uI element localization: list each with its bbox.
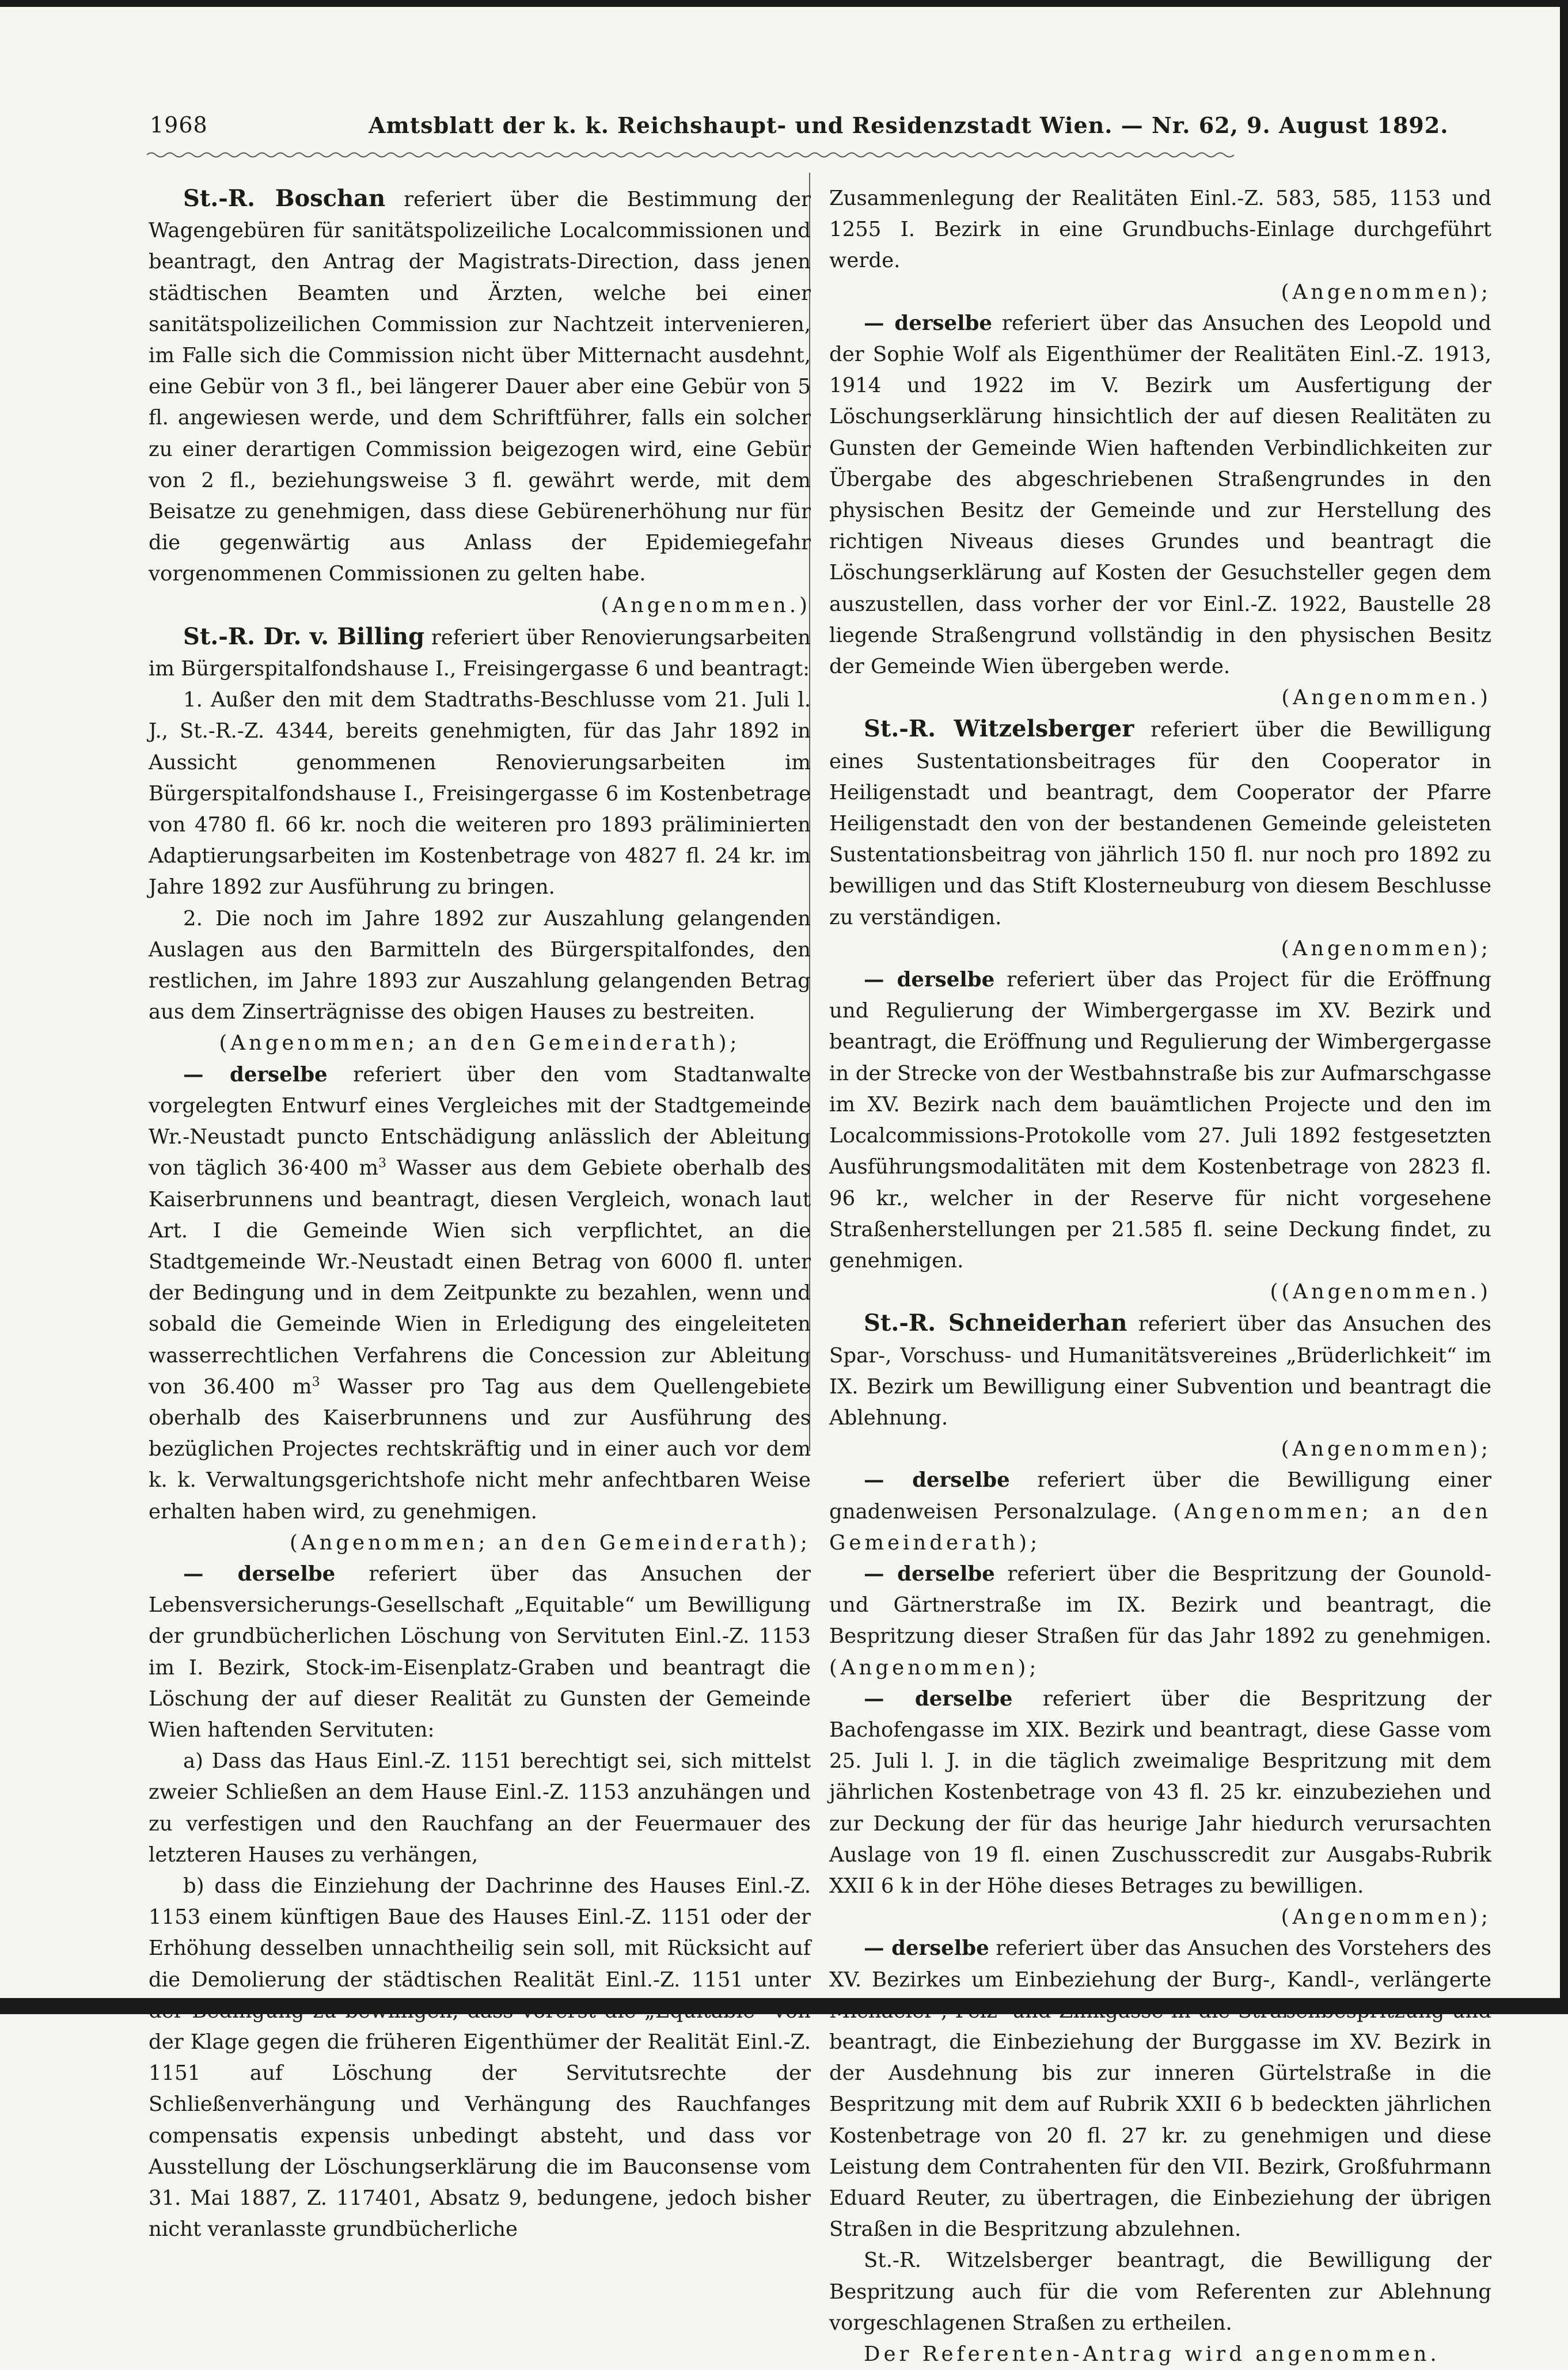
list-item: a) Dass das Haus Einl.-Z. 1151 berechtigt sei, sich mittelst zweier Schließen an dem Hause Einl.-Z. 1153 anzuhängen und zu verfestigen und den Rauchfang an der Feuermauer des letzteren Hauses zu verhängen, [149,1749,811,1867]
paragraph-wimbergergasse [829,964,1491,1277]
paragraph-text: referiert über die Bespritzung der Bachofengasse im XIX. Bezirk und beantragt, diese Gasse vom 25. Juli l. J. in die täglich zweimalige Bespritzung mit dem jährlichen Kostenbetrage von 43 fl. 25 kr. einzubeziehen und zur Deckung der für das heurige Jahr hiedurch verursachten Auslage von 19 fl. einen Zuschusscredit zur Ausgabs-Rubrik XXII 6 k in der Höhe dieses Betrages zu bewilligen. [829,1687,1491,1898]
paragraph-billing [149,621,811,685]
paragraph-gounoldstrasse [829,1559,1491,1684]
resolution-result: (Angenommen); [1281,1905,1491,1930]
superscript: 3 [378,1156,387,1171]
paragraph-text: referiert über die Bestimmung der Wagengebüren für sanitätspolizeiliche Localcommissionen und beantragt, den Antrag der Magistrats-Direction, dass jenen städtischen Beamten und Ärzten, welche bei einer sanitätspolizeilichen Commission zur Nachtzeit intervenieren, im Falle sich die Commission nicht über Mitternacht ausdehnt, eine Gebür von 3 fl., bei längerer Dauer aber eine Gebür von 5 fl. angewiesen werde, und dem Schriftführer, falls ein solcher zu einer derartigen Commission beigezogen wird, eine Gebür von 2 fl., beziehungsweise 3 fl. gewährt werde, mit dem Beisatze zu genehmigen, dass diese Gebürenerhöhung nur für die gegenwärtig aus Anlass der Epidemiegefahr vorgenommenen Commissionen zu gelten habe. [149,188,811,586]
list-item: b) dass die Einziehung der Dachrinne des Hauses Einl.-Z. 1153 einem künftigen Baue des Hauses Einl.-Z. 1151 oder der Erhöhung desselben unnachtheilig sein soll, mit Rücksicht auf die Demolierung der städtischen Realität Einl.-Z. 1151 unter der Bedingung zu bewilligen, dass vorerst die „Equitable“ von der Klage gegen die früheren Eigenthümer der Realität Einl.-Z. 1151 auf Löschung der Servitutsrechte der Schließenverhängung und Verhängung des Rauchfanges compensatis expensis unbedingt absteht, und dass vor Ausstellung der Löschungserklärung die im Bauconsense vom 31. Mai 1887, Z. 117401, Absatz 9, bedungene, jedoch bisher nicht veranlasste grundbücherliche [149,1874,811,2242]
list-item: 1. Außer den mit dem Stadtraths-Beschlusse vom 21. Juli l. J., St.-R.-Z. 4344, bereits genehmigten, für das Jahr 1892 in Aussicht genommenen Renovierungsarbeiten im Bürgerspitalfondshause I., Freisingergasse 6 im Kostenbetrage von 4780 fl. 66 kr. noch die weiteren pro 1893 präliminierten Adaptierungsarbeiten im Kostenbetrage von 4827 fl. 24 kr. im Jahre 1892 zur Ausführung zu bringen. [149,688,811,899]
paragraph-text: Wasser pro Tag aus dem Quellengebiete oberhalb des Kaiserbrunnens und zur Ausführung des bezüglichen Projectes rechtskräftig und in einer auch vor dem k. k. Verwaltungsgerichtshofe nicht mehr anfechtbaren Weise erhalten haben wird, zu genehmigen. [149,1374,811,1524]
resolution-result: (Angenommen; an den Gemeinderath); [289,1530,811,1555]
resolution-result: (Angenommen.) [601,593,811,617]
resolution-result: (Angenommen); [1281,280,1491,304]
resolution-result: (Angenommen.) [1281,686,1491,710]
resolution-result: (Angenommen; an den Gemeinderath); [829,1499,1491,1555]
left-column [149,183,811,2245]
paragraph-personalzulage [829,1465,1491,1559]
wavy-rule [147,151,1241,159]
paragraph-text: referiert über die Bewilligung eines Sustentationsbeitrages für den Cooperator in Heiligenstadt und beantragt, dem Cooperator der Pfarre Heiligenstadt den von der bestandenen Gemeinde geleisteten Sustentationsbeitrag von jährlich 150 fl. nur noch pro 1892 zu bewilligen und das Stift Klosterneuburg von diesem Beschlusse zu verständigen. [829,718,1491,929]
same-speaker-marker: — derselbe [864,311,992,335]
same-speaker-marker: — derselbe [864,1468,1010,1492]
page-header [150,112,1520,147]
paragraph-text: referiert über das Ansuchen des Leopold und der Sophie Wolf als Eigenthümer der Realitäten Einl.-Z. 1913, 1914 und 1922 im V. Bezirk um Ausfertigung der Löschungserklärung hinsichtlich der auf diesen Realitäten zu Gunsten der Gemeinde Wien haftenden Verbindlichkeiten zur Übergabe des abgeschriebenen Straßengrundes in den physischen Besitz der Gemeinde und zur Herstellung des richtigen Niveaus dieses Grundes und beantragt die Löschungserklärung auf Kosten der Gesuchsteller gegen dem auszustellen, dass vorher der vor Einl.-Z. 1922, Baustelle 28 liegende Straßengrund vollständig in den physischen Besitz der Gemeinde Wien übergeben werde. [829,311,1491,679]
paragraph-schneiderhan [829,1308,1491,1434]
paragraph-text: referiert über den vom Stadtanwalte vorgelegten Entwurf eines Vergleiches mit der Stadtgemeinde Wr.-Neustadt puncto Entschädigung anlässlich der Ableitung von täglich 36·400 m [149,1062,811,1180]
paragraph-wr-neustadt [149,1059,811,1528]
resolution-result: (Angenommen); [1281,936,1491,960]
same-speaker-marker: — derselbe [864,1562,995,1586]
same-speaker-marker: — derselbe [864,1687,1013,1711]
paragraph-wolf [829,308,1491,682]
speaker-name: St.-R. Boschan [183,185,386,212]
paragraph-continuation: Zusammenlegung der Realitäten Einl.-Z. 583, 585, 1153 und 1255 I. Bezirk in eine Grundbuchs-Einlage durchgeführt werde. [829,187,1491,273]
paragraph-text: referiert über das Ansuchen der Lebensversicherungs-Gesellschaft „Equitable“ um Bewilligung der grundbücherlichen Löschung von Servituten Einl.-Z. 1153 im I. Bezirk, Stock-im-Eisenplatz-Graben und beantragt die Löschung der auf dieser Realität zu Gunsten der Gemeinde Wien haftenden Servituten: [149,1562,811,1742]
paragraph-text: referiert über das Ansuchen des Spar-, Vorschuss- und Humanitätsvereines „Brüderlichkeit“ im IX. Bezirk um Bewilligung einer Subvention und beantragt die Ablehnung. [829,1312,1491,1430]
same-speaker-marker: — derselbe [183,1562,336,1586]
resolution-result: (Angenommen); [1281,1437,1491,1461]
paragraph-burggasse [829,1933,1491,2245]
scan-border-top [0,0,1568,7]
paragraph-text: referiert über das Project für die Eröffnung und Regulierung der Wimbergergasse im XV. Bezirk und beantragt, die Eröffnung und Regulierung der Wimbergergasse in der Strecke von der Westbahnstraße bis zur Aufmarschgasse im XV. Bezirk nach dem bauämtlichen Projecte und den im Localcommissions-Protokolle vom 27. Juli 1892 festgesetzten Ausführungsmodalitäten mit dem Kostenbetrage von 2823 fl. 96 kr., welcher in der Reserve für nicht vorgesehene Straßenherstellungen per 21.585 fl. seine Deckung findet, zu genehmigen. [829,968,1491,1273]
paragraph-text: referiert über das Ansuchen des Vorstehers des XV. Bezirkes um Einbeziehung der Burg-, Kandl-, verlängerte Michaeler-, Pelz- und Zinkgasse in die Straßenbespritzung und beantragt, die Einbeziehung der Burggasse im XV. Bezirk in der Ausdehnung bis zur inneren Gürtelstraße in die Bespritzung mit dem auf Rubrik XXII 6 b bedeckten jährlichen Kostenbetrage von 20 fl. 27 kr. zu genehmigen und diese Leistung dem Contrahenten für den VII. Bezirk, Großfuhrmann Eduard Reuter, zu übertragen, die Einbeziehung der übrigen Straßen in die Bespritzung abzulehnen. [829,1936,1491,2242]
paragraph-equitable [149,1559,811,1746]
paragraph-text: referiert über Renovierungsarbeiten im Bürgerspitalfondshause I., Freisingergasse 6 und beantragt: [149,625,811,681]
paragraph-bachofengasse [829,1684,1491,1902]
right-column [829,183,1491,2370]
paragraph-text: referiert über die Bespritzung der Gounold- und Gärtnerstraße im IX. Bezirk und beantragt, die Bespritzung dieser Straßen für das Jahr 1892 zu genehmigen. [829,1562,1492,1649]
speaker-name: St.-R. Dr. v. Billing [183,622,425,650]
resolution-result: (Angenommen; an den Gemeinderath); [219,1031,741,1055]
same-speaker-marker: — derselbe [864,968,995,992]
speaker-name: St.-R. Schneiderhan [864,1309,1127,1337]
final-resolution: Der Referenten-Antrag wird angenommen. [864,2342,1440,2367]
resolution-result: ((Angenommen.) [1270,1280,1491,1304]
speaker-name: St.-R. Witzelsberger [864,715,1134,743]
page-number: 1968 [150,112,208,138]
paragraph-text: referiert über die Bewilligung einer gnadenweisen Personalzulage. [829,1468,1491,1524]
paragraph-text: Wasser aus dem Gebiete oberhalb des Kaiserbrunnens und beantragt, diesen Vergleich, wonach laut Art. I die Gemeinde Wien sich verpflichtet, an die Stadtgemeinde Wr.-Neustadt einen Betrag von 6000 fl. unter der Bedingung und in dem Zeitpunkte zu bezahlen, wenn und sobald die Gemeinde Wien in Erledigung des eingeleiteten wasserrechtlichen Verfahrens die Concession zur Ableitung von 36.400 m [149,1156,811,1399]
paragraph-witzelsberger-motion: St.-R. Witzelsberger beantragt, die Bewilligung der Bespritzung auch für die vom Referenten zur Ablehnung vorgeschlagenen Straßen zu ertheilen. [829,2249,1491,2335]
scan-border-right [1560,0,1568,2014]
superscript: 3 [312,1374,320,1389]
same-speaker-marker: — derselbe [864,1936,989,1961]
paragraph-boschan [149,183,811,590]
paragraph-witzelsberger [829,713,1491,933]
same-speaker-marker: — derselbe [183,1062,328,1087]
list-item: 2. Die noch im Jahre 1892 zur Auszahlung gelangenden Auslagen aus den Barmitteln des Bürgerspitalfondes, den restlichen, im Jahre 1893 zur Auszahlung gelangenden Betrag aus dem Zinserträgnisse des obigen Hauses zu bestreiten. [149,906,811,1024]
resolution-result: (Angenommen); [829,1655,1040,1680]
gazette-title: Amtsblatt der k. k. Reichshaupt- und Residenzstadt Wien. — Nr. 62, 9. August 1892. [369,112,1449,138]
